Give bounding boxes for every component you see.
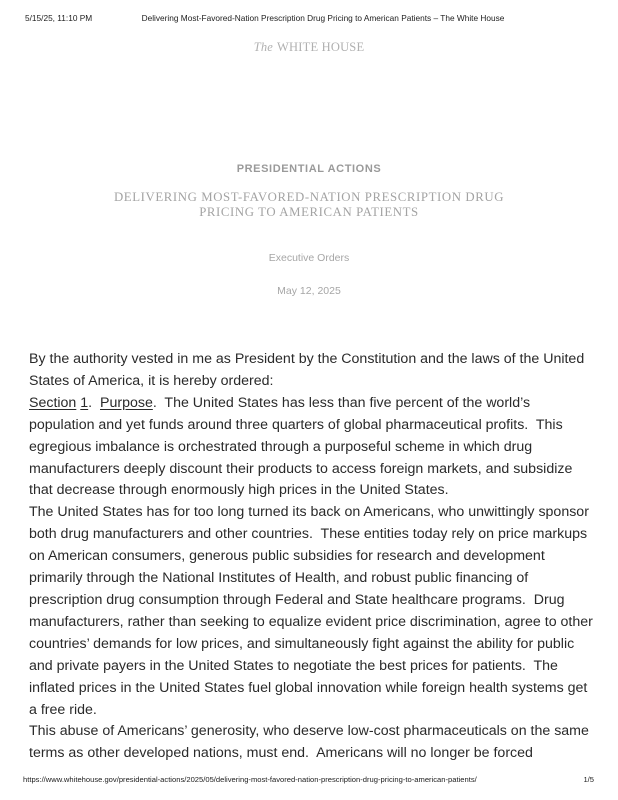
section-separator: . <box>88 394 100 411</box>
paragraph-2: The United States has for too long turned its back on Americans, who unwittingly sponsor both drug manufacturers and other countries. These entities today rely on price markups on American consumers, generous public subsidies for research and development primarily through the National Institutes of Health, and robust public financing of prescription drug consumption through Federal and State healthcare programs. Drug manufacturers, rather than seeking to equalize evident price discrimination, agree to other countries’ demands for low prices, and simultaneously fight against the ability for public and private payers in the United States to negotiate the best prices for patients. The inflated prices in the United States fuel global innovation while foreign health systems get a free ride. <box>29 504 597 718</box>
section-label: Section <box>29 394 77 411</box>
intro-paragraph: By the authority vested in me as President by the Constitution and the laws of the United States of America, it is hereby ordered: <box>29 351 585 389</box>
publish-date: May 12, 2025 <box>277 285 341 297</box>
section-kicker[interactable]: PRESIDENTIAL ACTIONS <box>236 163 382 175</box>
article-body <box>29 349 599 765</box>
section-1-paragraph <box>29 393 599 503</box>
section-heading-end: . <box>152 394 165 411</box>
print-url: https://www.whitehouse.gov/presidential-actions/2025/05/delivering-most-favored-nation-prescription-drug-pricing-to-american-patients/ <box>23 775 477 784</box>
title-line-2: PRICING TO AMERICAN PATIENTS <box>199 205 419 219</box>
print-timestamp: 5/15/25, 11:10 PM <box>25 13 93 23</box>
logo-prefix: The <box>253 40 274 54</box>
paragraph-3: This abuse of Americans’ generosity, who deserve low-cost pharmaceuticals on the same terms as other developed nations, must end. Americans will no longer be forced <box>29 723 593 762</box>
site-logo[interactable] <box>0 40 618 55</box>
print-header <box>0 13 618 27</box>
page-number: 1/5 <box>583 775 594 784</box>
paragraph-1-text: The United States has less than five percent of the world’s population and yet funds around three quarters of global pharmaceutical profits. This egregious imbalance is orchestrated through a purposeful scheme in which drug manufacturers deeply discount their products to access foreign markets, and subsidize that decrease through enormously high prices in the United States. <box>29 394 577 499</box>
title-line-1: DELIVERING MOST-FAVORED-NATION PRESCRIPTION DRUG <box>113 190 505 204</box>
print-document-title: Delivering Most-Favored-Nation Prescription Drug Pricing to American Patients – The White House <box>141 13 505 23</box>
category-link[interactable]: Executive Orders <box>268 252 350 264</box>
page-title <box>0 190 618 220</box>
section-number: 1 <box>80 394 89 411</box>
logo-name: WHITE HOUSE <box>277 40 365 54</box>
section-heading: Purpose <box>100 394 153 411</box>
